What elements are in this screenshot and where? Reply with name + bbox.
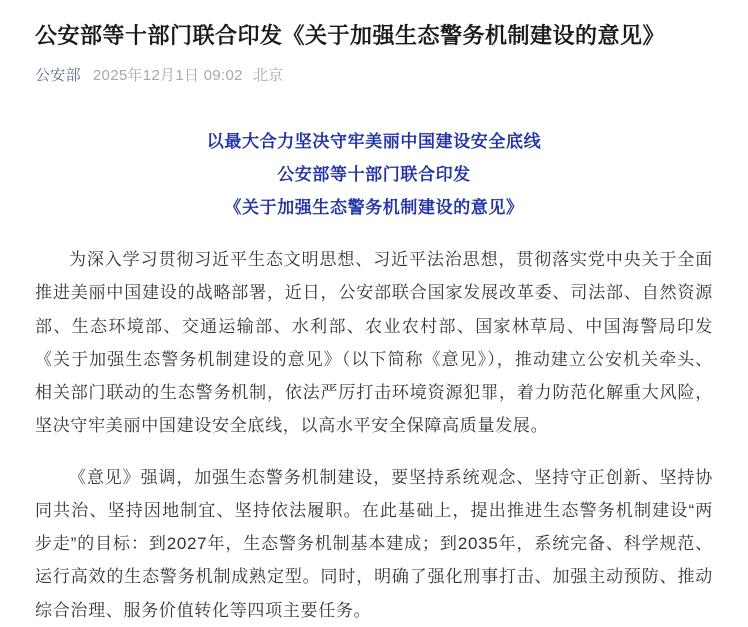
headline-line-1: 以最大合力坚决守牢美丽中国建设安全底线 [206,131,542,151]
document-headline [35,125,713,224]
publish-location: 北京 [252,66,284,84]
account-name-link[interactable]: 公安部 [35,66,81,84]
headline-line-2: 公安部等十部门联合印发 [277,164,471,184]
publish-date: 2025年12月1日 09:02 [92,66,243,84]
body-paragraph-2: 《意见》强调，加强生态警务机制建设，要坚持系统观念、坚持守正创新、坚持协同共治、坚持因地制宜、坚持依法履职。在此基础上，提出推进生态警务机制建设“两步走”的目标：到2027年，生态警务机制基本建成；到2035年，系统完备、科学规范、运行高效的生态警务机制成熟定型。同时，明确了强化刑事打击、加强主动预防、推动综合治理、服务价值转化等四项主要任务。 [35,468,713,620]
article-title: 公安部等十部门联合印发《关于加强生态警务机制建设的意见》 [35,23,666,48]
headline-line-3: 《关于加强生态警务机制建设的意见》 [224,198,524,218]
body-paragraph-1: 为深入学习贯彻习近平生态文明思想、习近平法治思想，贯彻落实党中央关于全面推进美丽中国建设的战略部署，近日，公安部联合国家发展改革委、司法部、自然资源部、生态环境部、交通运输部、水利部、农业农村部、国家林草局、中国海警局印发《关于加强生态警务机制建设的意见》（以下简称《意见》），推动建立公安机关牵头、相关部门联动的生态警务机制，依法严厉打击环境资源犯罪，着力防范化解重大风险，坚决守牢美丽中国建设安全底线，以高水平安全保障高质量发展。 [35,250,713,435]
article-meta [35,65,713,86]
